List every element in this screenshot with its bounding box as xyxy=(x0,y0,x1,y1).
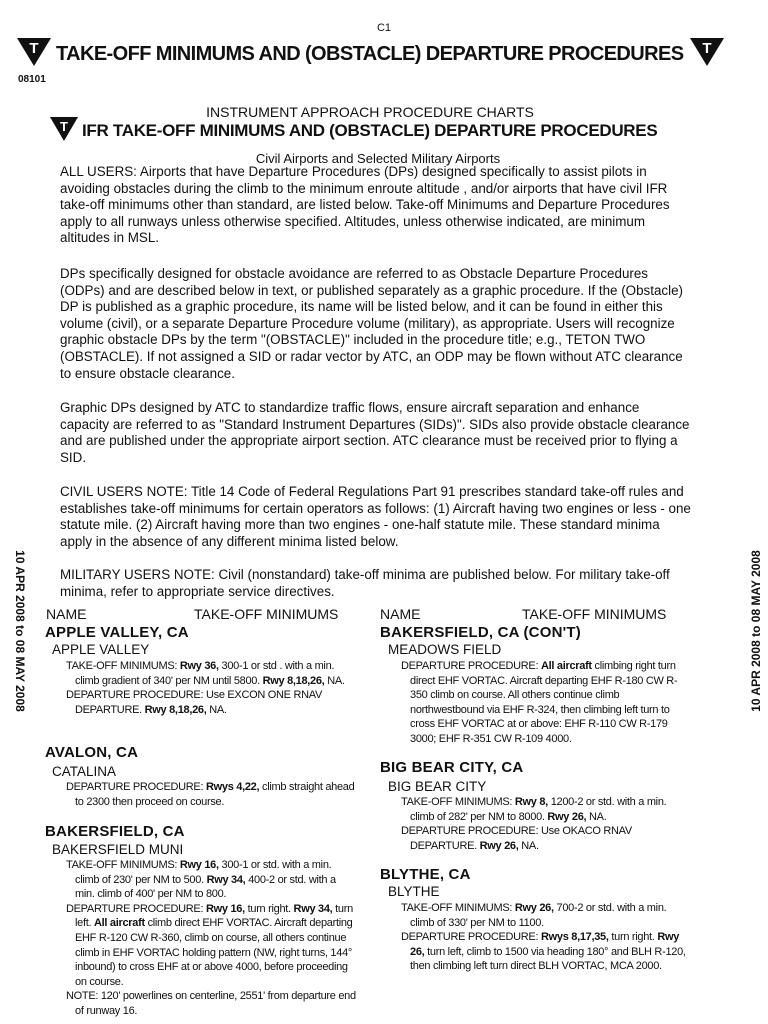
column-header-minimums-right: TAKE-OFF MINIMUMS xyxy=(522,606,667,622)
takeoff-minimums-text: TAKE-OFF MINIMUMS: Rwy 8, 1200-2 or std. with a min. climb of 282' per NM to 8000. Rwy 26, NA. xyxy=(401,796,667,823)
airport-name: APPLE VALLEY xyxy=(52,642,150,657)
page-number: C1 xyxy=(376,22,392,34)
column-header-minimums-left: TAKE-OFF MINIMUMS xyxy=(194,606,339,622)
airport-entry xyxy=(66,858,356,1019)
civil-users-paragraph: CIVIL USERS NOTE: Title 14 Code of Federal Regulations Part 91 prescribes standard take-off rules and establishes take-off minimums for certain operators as follows: (1) Aircraft having two engines or less - one statute mile. (2) Aircraft having more than two engines - one-half statute mile. These standard minima apply in the absence of any different minima listed below. xyxy=(60,484,691,549)
column-header-name-right: NAME xyxy=(380,606,421,622)
city-heading: BAKERSFIELD, CA (CON'T) xyxy=(380,624,581,641)
airport-name: BAKERSFIELD MUNI xyxy=(52,842,184,857)
city-heading: AVALON, CA xyxy=(45,744,139,761)
takeoff-minimums-text: TAKE-OFF MINIMUMS: Rwy 26, 700-2 or std. with a min. climb of 330' per NM to 1100. xyxy=(401,902,667,929)
column-header-name-left: NAME xyxy=(46,606,87,622)
departure-procedure-text: DEPARTURE PROCEDURE: Rwys 4,22, climb straight ahead to 2300 then proceed on course. xyxy=(66,781,355,808)
departure-procedure-text: DEPARTURE PROCEDURE: All aircraft climbing right turn direct EHF VORTAC. Aircraft departing EHF R-180 CW R-350 climb on course. All others continue climb northwestbound via EHF R-324, then climbing left turn to cross EHF VORTAC at or above: EHF R-110 CW R-179 3000; EHF R-351 CW R-109 4000. xyxy=(401,660,678,745)
sid-paragraph: Graphic DPs designed by ATC to standardize traffic flows, ensure aircraft separation and enhance capacity are referred to as "Standard Instrument Departures (SIDs)". SIDs also provide obstacle clearance and are published under the appropriate airport section. ATC clearance must be received prior to flying a SID. xyxy=(60,400,690,465)
takeoff-minimums-text: TAKE-OFF MINIMUMS: Rwy 16, 300-1 or std. with a min. climb of 230' per NM to 500. Rwy 34, 400-2 or std. with a min. climb of 400' per NM to 800. xyxy=(66,859,336,901)
all-users-paragraph: ALL USERS: Airports that have Departure Procedures (DPs) designed specifically to assist pilots in avoiding obstacles during the climb to the minimum enroute altitude , and/or airports that have civil IFR take-off minimums other than standard, are listed below. Take-off Minimums and Departure Procedures apply to all runways unless otherwise specified. Altitudes, unless otherwise indicated, are minimum altitudes in MSL. xyxy=(60,164,670,246)
departure-procedure-text: DEPARTURE PROCEDURE: Rwy 16, turn right. Rwy 34, turn left. All aircraft climb direct EHF VORTAC. Aircraft departing EHF R-120 CW R-360, climb on course, all others continue climb in EHF VORTAC holding pattern (NW, right turns, 144° inbound) to cross EHF at or above 4000, before proceeding on course. xyxy=(66,902,353,988)
city-heading: BAKERSFIELD, CA xyxy=(45,823,185,840)
effective-date-right: 10 APR 2008 to 08 MAY 2008 xyxy=(749,550,763,712)
takeoff-minimums-text: TAKE-OFF MINIMUMS: Rwy 36, 300-1 or std . with a min. climb gradient of 340' per NM until 5800. Rwy 8,18,26, NA. xyxy=(66,660,345,687)
airport-entry xyxy=(401,795,691,853)
t-logo-icon-left: T xyxy=(17,38,51,66)
odp-paragraph: DPs specifically designed for obstacle avoidance are referred to as Obstacle Departure Procedures (ODPs) and are described below in text, or published separately as a graphic procedure. If the (Obstacle) DP is published as a graphic procedure, its name will be listed below, and it can be found in either this volume (civil), or a separate Departure Procedure volume (military), as appropriate. Users will recognize graphic obstacle DPs by the term "(OBSTACLE)" included in the procedure title; e.g., TETON TWO (OBSTACLE). If not assigned a SID or radar vector by ATC, an ODP may be flown without ATC clearance to ensure obstacle clearance. xyxy=(60,266,683,381)
page-title: TAKE-OFF MINIMUMS AND (OBSTACLE) DEPARTURE PROCEDURES xyxy=(56,43,684,65)
airport-entry xyxy=(401,659,691,747)
document-code: 08101 xyxy=(18,74,46,85)
departure-procedure-text: DEPARTURE PROCEDURE: Use OKACO RNAV DEPARTURE. Rwy 26, NA. xyxy=(401,825,632,852)
airport-name: CATALINA xyxy=(52,764,117,779)
city-heading: APPLE VALLEY, CA xyxy=(45,624,189,641)
departure-procedure-text: DEPARTURE PROCEDURE: Use EXCON ONE RNAV DEPARTURE. Rwy 8,18,26, NA. xyxy=(66,689,323,716)
t-logo-icon-right: T xyxy=(690,38,724,66)
airport-name: MEADOWS FIELD xyxy=(388,642,502,657)
airport-entry xyxy=(66,659,356,717)
military-users-paragraph: MILITARY USERS NOTE: Civil (nonstandard) take-off minima are published below. For military take-off minima, refer to appropriate service directives. xyxy=(60,567,670,599)
city-heading: BIG BEAR CITY, CA xyxy=(380,759,524,776)
t-logo-icon-small: T xyxy=(50,117,78,141)
effective-date-left: 10 APR 2008 to 08 MAY 2008 xyxy=(13,550,27,712)
airport-entry xyxy=(66,780,356,809)
departure-procedure-text: DEPARTURE PROCEDURE: Rwys 8,17,35, turn right. Rwy 26, turn left, climb to 1500 via heading 180° and BLH R-120, then climbing left turn direct BLH VORTAC, MCA 2000. xyxy=(401,931,686,973)
chart-type-heading: INSTRUMENT APPROACH PROCEDURE CHARTS xyxy=(206,104,534,120)
airport-name: BLYTHE xyxy=(388,884,440,899)
note-text: NOTE: 120' powerlines on centerline, 2551' from departure end of runway 16. xyxy=(66,990,356,1017)
city-heading: BLYTHE, CA xyxy=(380,866,471,883)
section-subtitle: Civil Airports and Selected Military Airports xyxy=(255,151,501,166)
airport-name: BIG BEAR CITY xyxy=(388,779,487,794)
airport-entry xyxy=(401,901,691,974)
section-title: IFR TAKE-OFF MINIMUMS AND (OBSTACLE) DEPARTURE PROCEDURES xyxy=(82,121,658,140)
